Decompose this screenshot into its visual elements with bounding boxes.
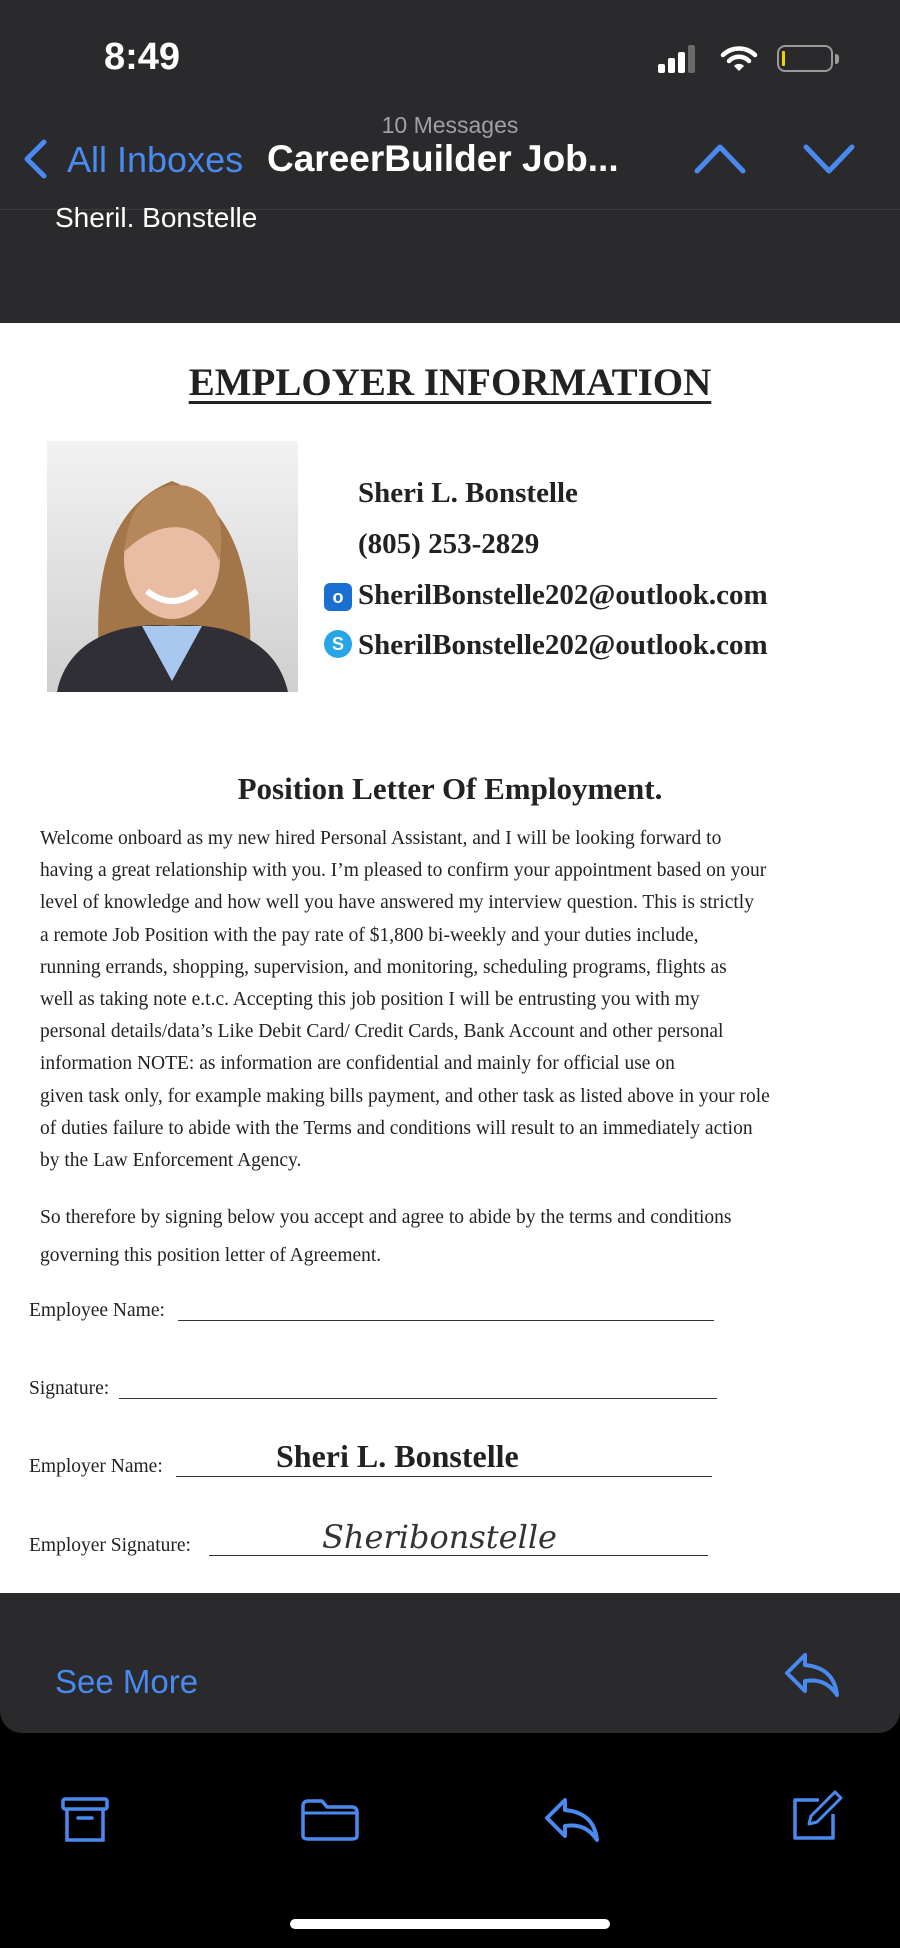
body-line: information NOTE: as information are confidential and mainly for official use on xyxy=(40,1053,675,1075)
battery-cap xyxy=(835,54,839,64)
previous-message-chevron-up-icon[interactable] xyxy=(693,141,747,175)
employer-name-label: Employer Name: xyxy=(29,1456,163,1477)
body-line: a remote Job Position with the pay rate of $1,800 bi-weekly and your duties include, xyxy=(40,924,699,946)
home-indicator[interactable] xyxy=(290,1919,610,1929)
employer-name: Sheri L. Bonstelle xyxy=(358,477,578,509)
employer-signature-value: Sheribonstelle xyxy=(322,1518,557,1556)
status-time: 8:49 xyxy=(104,36,181,78)
employer-signature-label: Employer Signature: xyxy=(29,1535,191,1556)
compose-icon[interactable] xyxy=(789,1790,843,1844)
body-line: given task only, for example making bills payment, and other task as listed above in your role xyxy=(40,1085,770,1107)
letter-body xyxy=(40,823,870,1177)
back-chevron-icon[interactable] xyxy=(20,138,50,180)
battery-icon xyxy=(777,45,833,72)
archive-icon[interactable] xyxy=(60,1796,110,1844)
outlook-icon: o xyxy=(324,583,352,611)
body-line: Welcome onboard as my new hired Personal Assistant, and I will be looking forward to xyxy=(40,828,722,849)
body-line: running errands, shopping, supervision, and monitoring, scheduling programs, flights as xyxy=(40,956,727,978)
reply-icon[interactable] xyxy=(783,1651,841,1699)
wifi-icon xyxy=(720,44,758,74)
signature-label: Signature: xyxy=(29,1378,110,1399)
body-line: of duties failure to abide with the Terms and conditions will result to an immediately action xyxy=(40,1117,753,1139)
document-title: EMPLOYER INFORMATION xyxy=(188,361,712,404)
next-message-chevron-down-icon[interactable] xyxy=(802,143,856,177)
outlook-email: SherilBonstelle202@outlook.com xyxy=(358,579,768,611)
employer-phone: (805) 253-2829 xyxy=(358,528,540,560)
body-line: personal details/data’s Like Debit Card/ Credit Cards, Bank Account and other personal xyxy=(40,1021,724,1043)
employee-name-line xyxy=(178,1320,714,1321)
letter-subtitle: Position Letter Of Employment. xyxy=(237,771,663,806)
back-button[interactable]: All Inboxes xyxy=(67,139,244,180)
body-line: having a great relationship with you. I’m pleased to confirm your appointment based on your xyxy=(40,860,767,882)
closing-line: So therefore by signing below you accept and agree to abide by the terms and conditions xyxy=(40,1207,732,1228)
reply-icon[interactable] xyxy=(543,1796,601,1844)
folder-icon[interactable] xyxy=(300,1798,360,1842)
body-line: well as taking note e.t.c. Accepting this job position I will be entrusting you with my xyxy=(40,989,700,1011)
employer-photo xyxy=(47,441,298,692)
see-more-button[interactable]: See More xyxy=(55,1663,199,1700)
closing-line: governing this position letter of Agreement. xyxy=(40,1245,382,1266)
sender-name: Sheril. Bonstelle xyxy=(55,202,258,233)
employer-name-value: Sheri L. Bonstelle xyxy=(276,1438,519,1474)
nav-title: CareerBuilder Job... xyxy=(267,138,619,179)
skype-icon: S xyxy=(324,630,352,658)
employer-name-line xyxy=(176,1476,712,1477)
message-count: 10 Messages xyxy=(381,112,519,138)
employee-name-label: Employee Name: xyxy=(29,1300,165,1321)
cellular-signal-icon xyxy=(658,45,702,75)
letter-closing xyxy=(40,1199,870,1275)
body-line: by the Law Enforcement Agency. xyxy=(40,1150,302,1172)
signature-line xyxy=(119,1398,717,1399)
body-line: level of knowledge and how well you have answered my interview question. This is strictly xyxy=(40,892,754,914)
skype-id: SherilBonstelle202@outlook.com xyxy=(358,629,768,661)
